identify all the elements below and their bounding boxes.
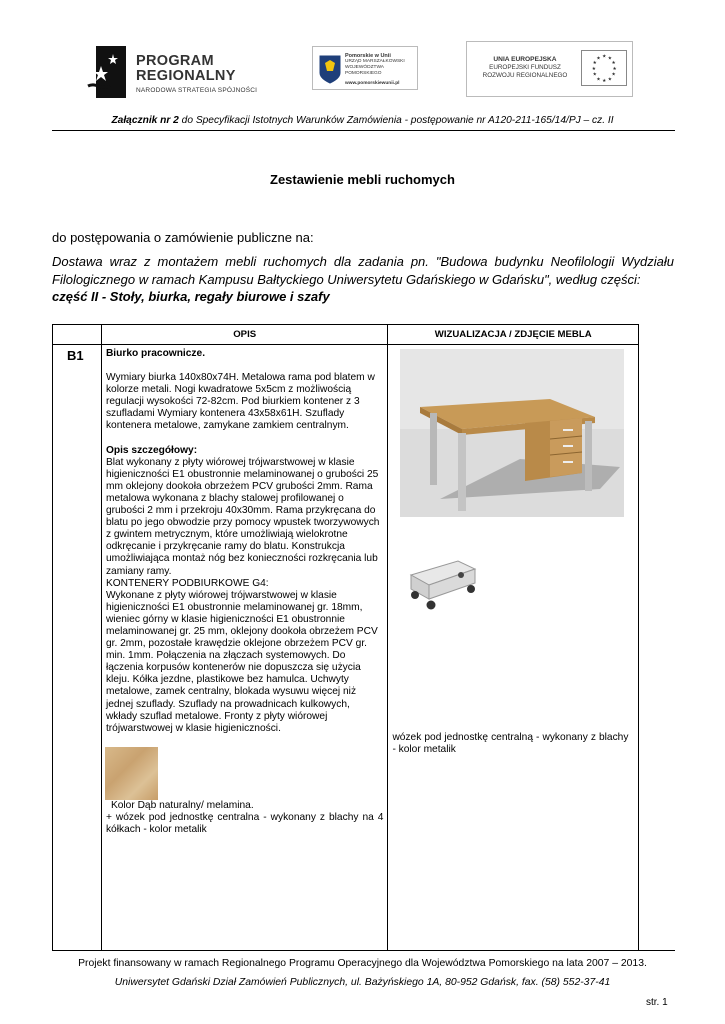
svg-text:★: ★ [607, 77, 613, 83]
footer-divider [52, 950, 675, 951]
pomorskie-logo [312, 46, 418, 90]
item-name: Biurko pracownicze. [105, 348, 206, 359]
svg-text:★: ★ [596, 77, 601, 83]
table-header-opis: OPIS [101, 325, 387, 345]
item-visualization-cell [388, 345, 639, 951]
pomorskie-line2: URZĄD MARSZAŁKOWSKI [345, 59, 405, 64]
contract-part: część II - Stoły, biurka, regały biurowe i szafy [52, 289, 330, 304]
pomorskie-url: www.pomorskiewunii.pl [345, 81, 400, 86]
table-header-empty [53, 325, 102, 345]
pomorskie-line3: WOJEWÓDZTWA POMORSKIEGO [345, 65, 384, 76]
page-number: str. 1 [646, 997, 668, 1008]
svg-text:★: ★ [592, 61, 597, 67]
griffin-icon [317, 53, 343, 85]
program-label: PROGRAM [136, 53, 214, 69]
program-regionalny-logo [86, 40, 276, 102]
table-header-row [53, 325, 639, 345]
furniture-table [52, 324, 639, 951]
color-label: Kolor Dąb naturalny/ melamina. [110, 799, 254, 811]
detail-heading: Opis szczegółowy: [105, 444, 198, 456]
strategy-label: NARODOWA STRATEGIA SPÓJNOŚCI [136, 87, 258, 94]
eu-fund-logo [466, 41, 633, 97]
item-dimensions: Wymiary biurka 140x80x74H. Metalowa rama pod blatem w kolorze metali. Nogi kwadratowe 5x5cm z możliwością regulacji wysokości 72-82cm. Pod biurkiem kontener z 3 szufladami Wymiary kontenera 43x58x61H. Szuflady kontenera metalowe, zamykane zamkiem centralnym. [105, 372, 375, 432]
eu-line2: EUROPEJSKI FUNDUSZ [489, 64, 561, 71]
attachment-text: do Specyfikacji Istotnych Warunków Zamówienia - postępowanie nr A120-211-165/14/PJ – cz. II [178, 115, 614, 126]
star-figure-icon [86, 42, 132, 100]
attachment-number: Załącznik nr 2 [111, 115, 179, 126]
containers-text: Wykonane z płyty wiórowej trójwarstwowej w klasie higieniczności E1 obustronnie melaminowanej gr. 18mm, wieniec górny w klasie higieniczności E1 obustronnie melaminowanej gr. 25 mm, oklejony dookoła obrzeżem PCV gr. 2mm, pozostałe krawędzie oklejone obrzeżem PCV gr. min. 1mm. Połączenia na złączach systemowych. Do łączenia korpusów kontenerów nie dopuszcza się użycia kleju. Kółka jezdne, plastikowe bez hamulca. Uchwyty metalowe, zamek centralny, blokada wysuwu więcej niż jednej szuflady. Szuflady na prowadnicach kulkowych, wkłady szuflad metalowe. Fronty z płyty wiórowej trójwarstwowej w klasie higieniczności. [105, 589, 378, 734]
contract-description: Dostawa wraz z montażem mebli ruchomych dla zadania pn. "Budowa budynku Neofilologii Wydziału Filologicznego w ramach Kampusu Bałtyckiego Uniwersytetu Gdańskiego w Gdańsku", według części: [52, 254, 674, 287]
page-title: Zestawienie mebli ruchomych [270, 172, 455, 187]
cart-text: + wózek pod jednostkę centralna - wykonany z blachy na 4 kółkach - kolor metalik [105, 811, 384, 835]
eu-line3: ROZWOJU REGIONALNEGO [482, 72, 568, 79]
svg-text:★: ★ [596, 56, 601, 62]
item-code: B1 [67, 348, 84, 363]
desk-image [400, 349, 624, 517]
svg-text:★: ★ [612, 66, 617, 72]
footer-address: Uniwersytet Gdański Dział Zamówień Publicznych, ul. Bażyńskiego 1A, 80-952 Gdańsk, fax. (58) 552-37-41 [114, 977, 611, 988]
item-description-cell [101, 345, 387, 951]
pomorskie-title: Pomorskie w Unii [345, 53, 391, 59]
svg-text:★: ★ [592, 72, 597, 78]
header-divider [52, 130, 675, 131]
attachment-header [0, 115, 725, 126]
eu-title: UNIA EUROPEJSKA [493, 56, 557, 63]
cart-image [403, 555, 483, 617]
containers-heading: KONTENERY PODBIURKOWE G4: [105, 577, 269, 589]
cart-caption: wózek pod jednostkę centralną - wykonany z blachy - kolor metalik [392, 732, 629, 755]
logo-bar [0, 38, 725, 102]
svg-text:★: ★ [602, 79, 607, 85]
footer-funding: Projekt finansowany w ramach Regionalnego Programu Operacyjnego dla Województwa Pomorskiego na lata 2007 – 2013. [78, 958, 647, 969]
regionalny-label: REGIONALNY [136, 68, 236, 84]
svg-text:★: ★ [602, 54, 607, 60]
eu-flag-icon [581, 50, 627, 86]
oak-color-swatch [105, 747, 158, 800]
item-code-cell [53, 345, 102, 951]
svg-text:★: ★ [611, 61, 616, 67]
svg-text:★: ★ [591, 66, 596, 72]
table-row [53, 345, 639, 951]
svg-text:★: ★ [611, 72, 616, 78]
intro-text: do postępowania o zamówienie publiczne na: [52, 230, 314, 245]
svg-text:★: ★ [607, 56, 613, 62]
detail-text: Blat wykonany z płyty wiórowej trójwarstwowej w klasie higieniczności E1 obustronnie melaminowanej o grubości 25 mm oklejony dookoła obrzeżem PCV grubości 2mm. Rama metalowa wykonana z blachy stalowej profilowanej o grubości 2 mm i przekroju 40x30mm. Rama przykręcana do blatu po jego obwodzie przy pomocy wpustek tworzywowych z gwintem metrycznym, które umożliwiają wielokrotne odkręcanie i przykręcanie ramy do blatu. Konstrukcja umożliwiająca montaż nóg bez konieczności rozkręcania lub zamiany ramy. [105, 456, 380, 577]
table-header-wizualizacja: WIZUALIZACJA / ZDJĘCIE MEBLA [388, 325, 639, 345]
